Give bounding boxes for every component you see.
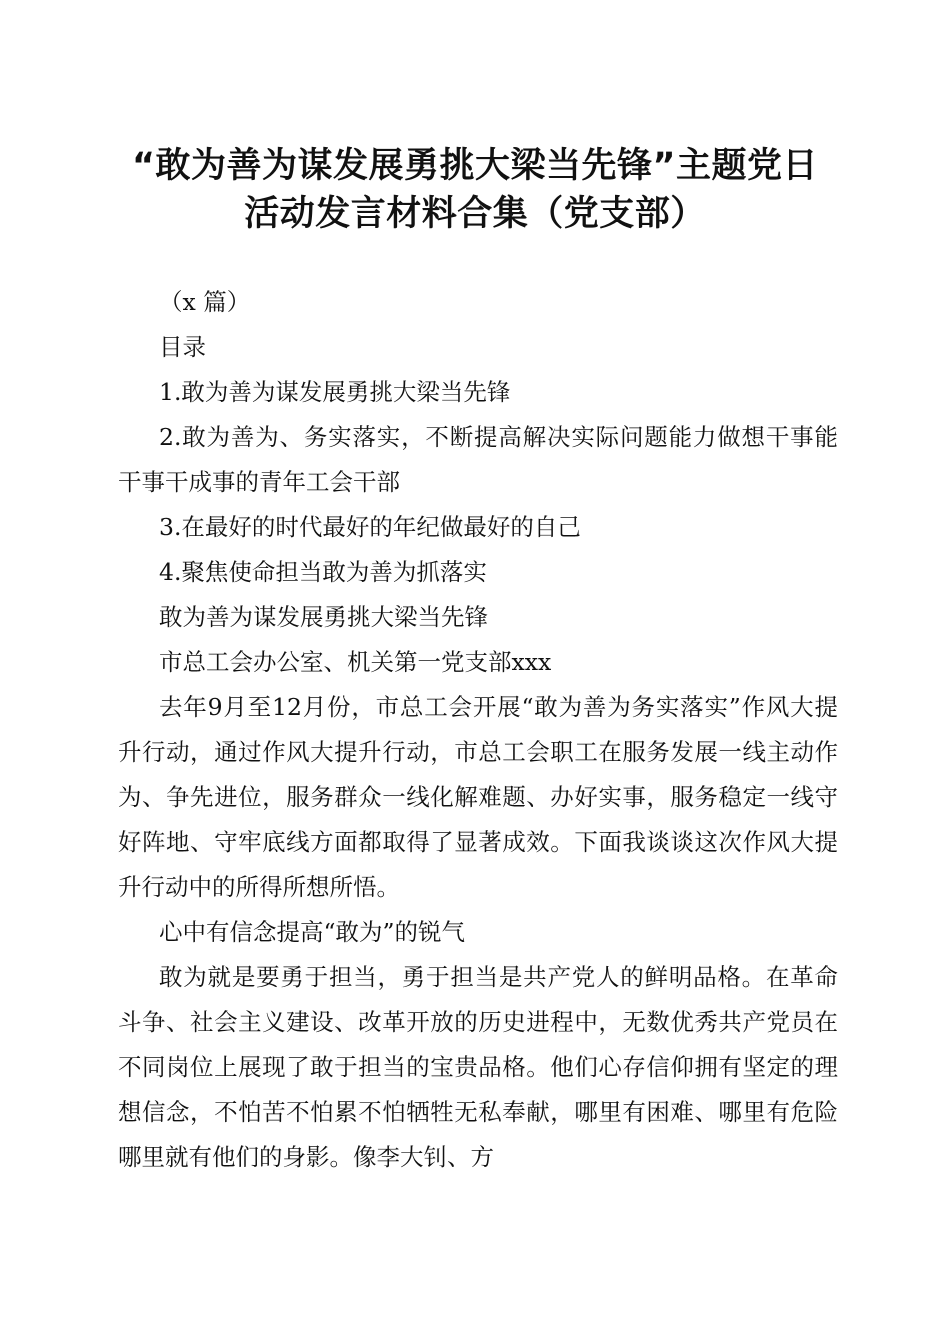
toc-label: 目录 bbox=[159, 333, 206, 361]
toc-item-4: 4.聚焦使命担当敢为善为抓落实 bbox=[159, 558, 487, 586]
article-title: 敢为善为谋发展勇挑大梁当先锋 bbox=[159, 603, 488, 631]
document-title-line-1: “敢为善为谋发展勇挑大梁当先锋”主题党日 bbox=[131, 146, 818, 186]
body-paragraph-2: 敢为就是要勇于担当，勇于担当是共产党人的鲜明品格。在革命斗争、社会主义建设、改革开放的历史进程中，无数优秀共产党员在不同岗位上展现了敢于担当的宝贵品格。他们心存信仰拥有坚定的理想信念，不怕苦不怕累不怕牺牲无私奉献，哪里有困难、哪里有危险哪里就有他们的身影。像李大钊、方 bbox=[118, 963, 838, 1171]
body-paragraph-1: 去年9月至12月份，市总工会开展“敢为善为务实落实”作风大提升行动，通过作风大提升行动，市总工会职工在服务发展一线主动作为、争先进位，服务群众一线化解难题、办好实事，服务稳定一线守好阵地、守牢底线方面都取得了显著成效。下面我谈谈这次作风大提升行动中的所得所想所悟。 bbox=[118, 693, 838, 901]
count-note: （x 篇） bbox=[159, 288, 251, 316]
article-author: 市总工会办公室、机关第一党支部xxx bbox=[159, 648, 552, 676]
toc-item-1: 1.敢为善为谋发展勇挑大梁当先锋 bbox=[159, 378, 511, 406]
section-heading: 心中有信念提高“敢为”的锐气 bbox=[159, 918, 466, 946]
document-body bbox=[118, 280, 838, 1180]
toc-item-3: 3.在最好的时代最好的年纪做最好的自己 bbox=[159, 513, 581, 541]
toc-item-2: 2.敢为善为、务实落实，不断提高解决实际问题能力做想干事能干事干成事的青年工会干部 bbox=[118, 423, 838, 496]
document-title-line-2: 活动发言材料合集（党支部） bbox=[244, 194, 706, 234]
